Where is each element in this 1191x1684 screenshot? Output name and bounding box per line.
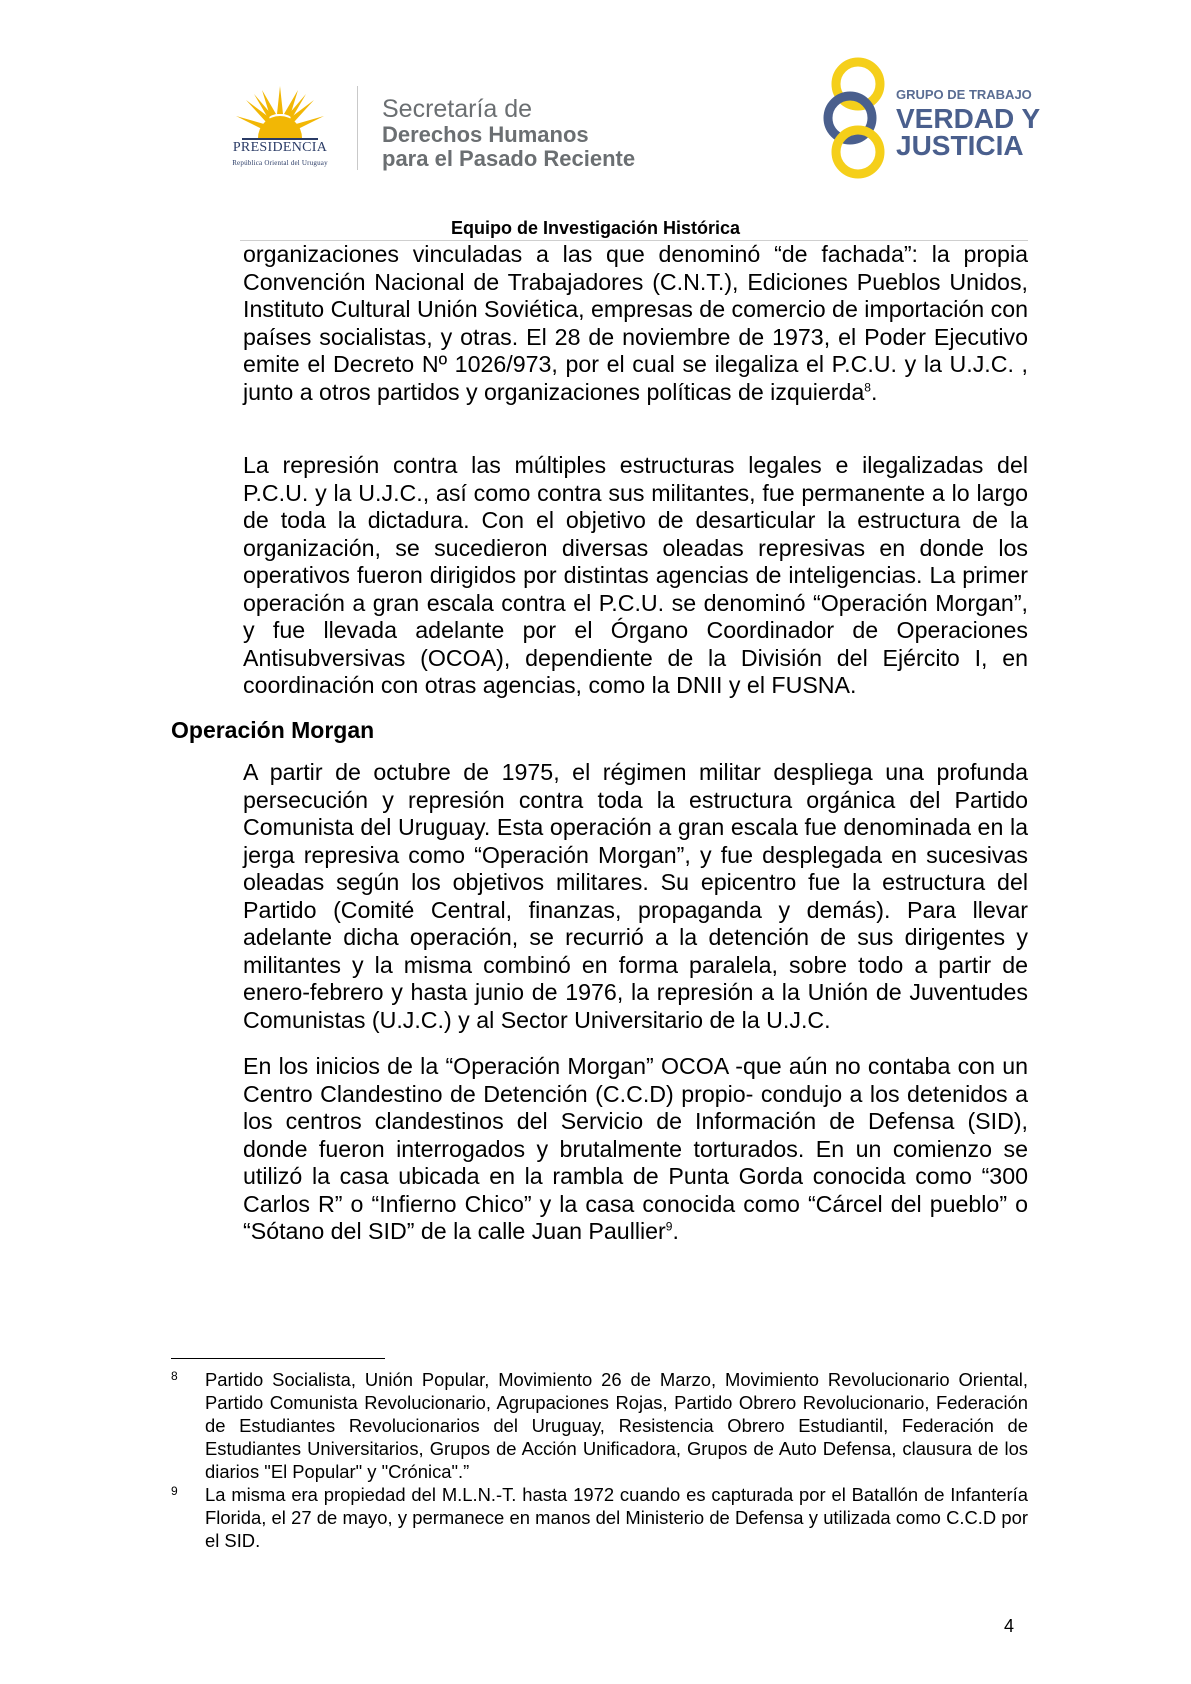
grupo-line-1: GRUPO DE TRABAJO (896, 87, 1032, 102)
secretaria-logo-text (382, 96, 635, 171)
footnote-number: 8 (171, 1369, 178, 1383)
page-number: 4 (1004, 1616, 1015, 1636)
sun-icon (232, 84, 328, 142)
footnote-ref-8[interactable]: 8 (864, 379, 871, 394)
paragraph-1 (243, 241, 1028, 406)
paragraph-4-text: En los inicios de la “Operación Morgan” OCOA -que aún no contaba con un Centro Clandestino de Detención (C.C.D) propio- condujo a los detenidos a los centros clandestinos del Servicio de Información de Defensa (SID), donde fueron interrogados y brutalmente torturados. En un comienzo se utilizó la casa ubicada en la rambla de Punta Gorda conocida como “300 Carlos R” o “Infierno Chico” y la casa conocida como “Cárcel del pueblo” o “Sótano del SID” de la calle Juan Paullier (243, 1053, 1028, 1244)
grupo-line-3: JUSTICIA (896, 130, 1024, 161)
secretaria-line-2: Derechos Humanos (382, 122, 589, 147)
secretaria-line-1: Secretaría de (382, 95, 533, 123)
header-subtitle: Equipo de Investigación Histórica (450, 218, 741, 238)
verdad-justicia-logo (822, 56, 1041, 181)
linked-rings-icon (822, 56, 894, 181)
footnote-separator (171, 1358, 385, 1359)
secretaria-line-3: para el Pasado Reciente (382, 146, 636, 171)
paragraph-4 (243, 1053, 1028, 1246)
footnote-text: La misma era propiedad del M.L.N.-T. hasta 1972 cuando es capturada por el Batallón de Infantería Florida, el 27 de mayo, y permanece en manos del Ministerio de Defensa y utilizada como C.C.D por el SID. (205, 1484, 1028, 1551)
footnote-number: 9 (171, 1484, 178, 1498)
presidencia-subtitle: República Oriental del Uruguay (232, 159, 328, 167)
paragraph-1-end: . (870, 378, 878, 405)
section-heading: Operación Morgan (171, 717, 375, 743)
paragraph-1-text: organizaciones vinculadas a las que denominó “de fachada”: la propia Convención Nacional de Trabajadores (C.N.T.), Ediciones Pueblos Unidos, Instituto Cultural Unión Soviética, empresas de comercio de importación con países socialistas, y otras. El 28 de noviembre de 1973, el Poder Ejecutivo emite el Decreto Nº 1026/973, por el cual se ilegaliza el P.C.U. y la U.J.C. , junto a otros partidos y organizaciones políticas de izquierda (243, 241, 1028, 405)
footnote-ref-9[interactable]: 9 (665, 1219, 673, 1234)
header-divider (357, 86, 358, 170)
presidencia-title: PRESIDENCIA (232, 140, 328, 155)
grupo-line-2: VERDAD Y (896, 103, 1041, 134)
paragraph-4-end: . (672, 1218, 679, 1244)
paragraph-2: La represión contra las múltiples estructuras legales e ilegalizadas del P.C.U. y la U.J.C., así como contra sus militantes, fue permanente a lo largo de toda la dictadura. Con el objetivo de desarticular la estructura de la organización, se sucedieron diversas oleadas represivas en donde los operativos fueron dirigidos por distintas agencias de inteligencias. La primer operación a gran escala contra el P.C.U. se denominó “Operación Morgan”, y fue llevada adelante por el Órgano Coordinador de Operaciones Antisubversivas (OCOA), dependiente de la División del Ejército I, en coordinación con otras agencias, como la DNII y el FUSNA. (243, 452, 1028, 698)
paragraph-3: A partir de octubre de 1975, el régimen militar despliega una profunda persecución y represión contra toda la estructura orgánica del Partido Comunista del Uruguay. Esta operación a gran escala fue denominada en la jerga represiva como “Operación Morgan”, y fue desplegada en sucesivas oleadas según los objetivos militares. Su epicentro fue la estructura del Partido (Comité Central, finanzas, propaganda y demás). Para llevar adelante dicha operación, se recurrió a la detención de sus dirigentes y militantes y la misma combinó en forma paralela, sobre todo a partir de enero-febrero y hasta junio de 1976, la represión a la Unión de Juventudes Comunistas (U.J.C.) y al Sector Universitario de la U.J.C. (243, 759, 1028, 1033)
presidencia-logo (210, 84, 350, 176)
footnote-text: Partido Socialista, Unión Popular, Movimiento 26 de Marzo, Movimiento Revolucionario Oriental, Partido Comunista Revolucionario, Agrupaciones Rojas, Partido Obrero Revolucionario, Federación de Estudiantes Revolucionarios del Uruguay, Resistencia Obrero Estudiantil, Federación de Estudiantes Universitarios, Grupos de Acción Unificadora, Grupos de Auto Defensa, clausura de los diarios "El Popular" y "Crónica".” (205, 1369, 1028, 1482)
